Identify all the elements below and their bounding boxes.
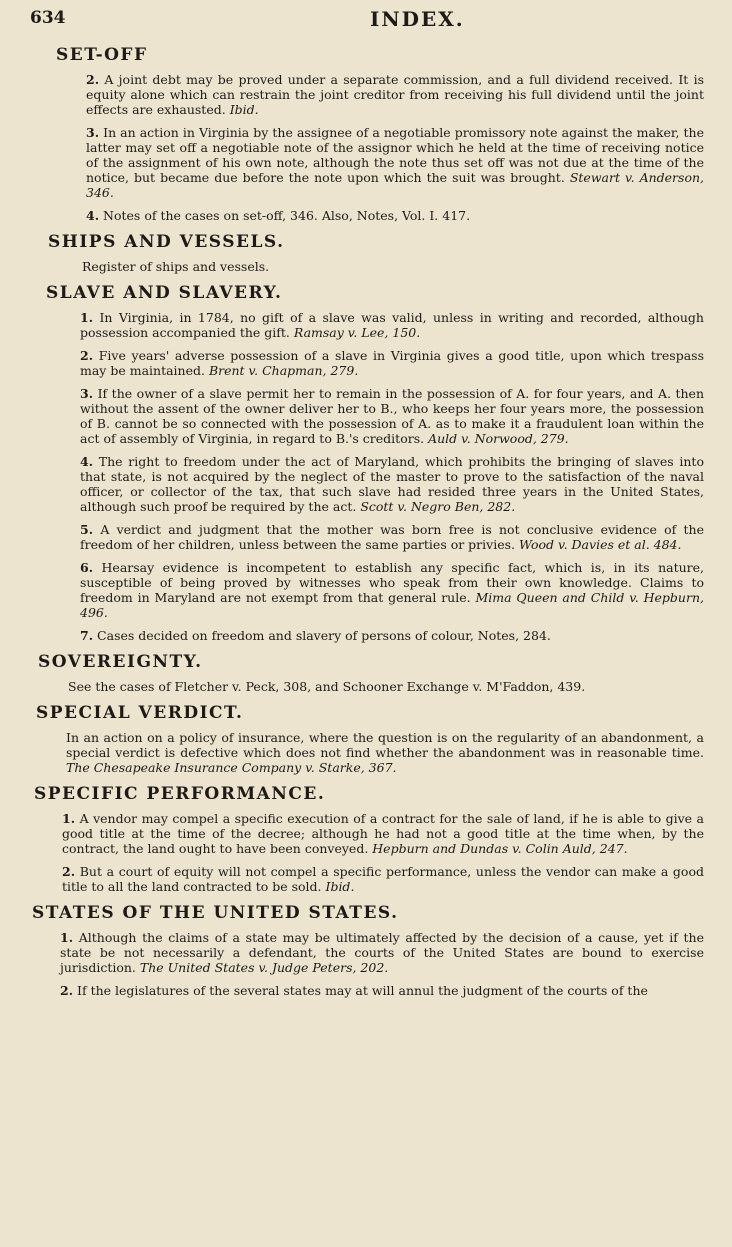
section-heading: SPECIFIC PERFORMANCE. xyxy=(34,784,326,804)
entry-number: 7. xyxy=(80,628,94,643)
index-entry xyxy=(80,386,704,446)
section-sovereignty xyxy=(0,651,732,694)
entry-text: If the legislatures of the several states may at will annul the judgment of the courts of the xyxy=(77,983,648,998)
entry-citation: Wood v. Davies et al. 484. xyxy=(518,537,682,552)
section-heading: SHIPS AND VESSELS. xyxy=(48,232,285,252)
index-content xyxy=(0,38,732,1006)
index-entry xyxy=(80,310,704,340)
index-entry xyxy=(80,560,704,620)
index-entry xyxy=(80,522,704,552)
section-heading: SOVEREIGNTY. xyxy=(38,652,203,672)
index-entry xyxy=(66,730,704,775)
section-set-off xyxy=(0,44,732,223)
entry-citation: Mima Queen and Child v. Hepburn, 496. xyxy=(80,590,704,620)
section-heading: SET-OFF xyxy=(56,45,148,65)
entry-citation: The Chesapeake Insurance Company v. Starke, 367. xyxy=(66,760,397,775)
entry-text: In an action in Virginia by the assignee of a negotiable promissory note against the maker, the latter may set off a negotiable note of the assignor which he held at the time of receiving notice of the assignment of his own note, although the note thus set off was not due at the time of the notice, but became due before the note upon which the suit was brought. xyxy=(86,125,704,185)
section-specific-performance xyxy=(0,783,732,894)
entry-number: 2. xyxy=(62,864,76,879)
entry-text: In an action on a policy of insurance, where the question is on the regularity of an abandonment, a special verdict is defective which does not find whether the abandonment was in reasonable time. xyxy=(66,730,704,760)
entry-text: Cases decided on freedom and slavery of persons of colour, Notes, 284. xyxy=(97,628,551,643)
section-heading: SPECIAL VERDICT. xyxy=(36,703,244,723)
index-entry xyxy=(80,628,704,643)
entry-citation: Ramsay v. Lee, 150. xyxy=(293,325,421,340)
entry-text: Register of ships and vessels. xyxy=(82,259,270,274)
page-title: INDEX. xyxy=(370,7,465,31)
entry-text: In Virginia, in 1784, no gift of a slave was valid, unless in writing and recorded, although possession accompanied the gift. xyxy=(80,310,704,340)
entry-citation: Brent v. Chapman, 279. xyxy=(208,363,359,378)
index-entry xyxy=(86,72,704,117)
index-entry xyxy=(62,864,704,894)
index-entry xyxy=(80,454,704,514)
index-entry xyxy=(60,930,704,975)
entry-number: 2. xyxy=(60,983,74,998)
entry-number: 5. xyxy=(80,522,94,537)
entry-text: A vendor may compel a specific execution of a contract for the sale of land, if he is able to give a good title at the time of the decree; although he had not a good title at the time when, by the contract, the land ought to have been conveyed. xyxy=(62,811,704,856)
entry-text: Notes of the cases on set-off, 346. Also, Notes, Vol. I. 417. xyxy=(103,208,471,223)
entry-text: But a court of equity will not compel a specific performance, unless the vendor can make a good title to all the land contracted to be sold. xyxy=(62,864,704,894)
entry-citation: Hepburn and Dundas v. Colin Auld, 247. xyxy=(372,841,628,856)
index-entry xyxy=(80,348,704,378)
page-number: 634 xyxy=(30,8,66,28)
section-heading: SLAVE AND SLAVERY. xyxy=(46,283,283,303)
entry-number: 1. xyxy=(62,811,76,826)
entry-text: The right to freedom under the act of Maryland, which prohibits the bringing of slaves into that state, is not acquired by the neglect of the master to prove to the satisfaction of the naval officer, or collector of the tax, that such slave had resided three years in the United States, although such proof be required by the act. xyxy=(80,454,704,514)
index-entry xyxy=(62,811,704,856)
entry-citation: The United States v. Judge Peters, 202. xyxy=(139,960,389,975)
section-slave-and-slavery xyxy=(0,282,732,643)
entry-citation: Stewart v. Anderson, 346. xyxy=(86,170,704,200)
entry-text: See the cases of Fletcher v. Peck, 308, and Schooner Exchange v. M'Faddon, 439. xyxy=(68,679,586,694)
entry-citation: Auld v. Norwood, 279. xyxy=(428,431,569,446)
entry-number: 2. xyxy=(80,348,94,363)
index-entry xyxy=(86,125,704,200)
entry-number: 4. xyxy=(80,454,94,469)
entry-number: 3. xyxy=(80,386,94,401)
entry-number: 6. xyxy=(80,560,94,575)
entry-text: Although the claims of a state may be ultimately affected by the decision of a cause, yet if the state be not necessarily a defendant, the courts of the United States are bound to exercise jurisdiction. xyxy=(60,930,704,975)
entry-text: A verdict and judgment that the mother was born free is not conclusive evidence of the freedom of her children, unless between the same parties or privies. xyxy=(80,522,704,552)
entry-text: Hearsay evidence is incompetent to establish any specific fact, which is, in its nature, susceptible of being proved by witnesses who speak from their own knowledge. Claims to freedom in Maryland are not exempt from that general rule. xyxy=(80,560,704,605)
entry-citation: Scott v. Negro Ben, 282. xyxy=(360,499,516,514)
section-special-verdict xyxy=(0,702,732,775)
entry-citation: Ibid. xyxy=(229,102,259,117)
section-ships-and-vessels xyxy=(0,231,732,274)
entry-number: 4. xyxy=(86,208,100,223)
entry-number: 3. xyxy=(86,125,100,140)
entry-text: A joint debt may be proved under a separate commission, and a full dividend received. It is equity alone which can restrain the joint creditor from receiving his full dividend until the joint effects are exhausted. xyxy=(86,72,704,117)
index-entry xyxy=(60,983,704,998)
entry-text: If the owner of a slave permit her to remain in the possession of A. for four years, and A. then without the assent of the owner deliver her to B., who keeps her four years more, the possession of B. cannot be so connected with the possession of A. as to make it a fraudulent loan within the act of assembly of Virginia, in regard to B.'s creditors. xyxy=(80,386,704,446)
entry-number: 2. xyxy=(86,72,100,87)
index-entry xyxy=(68,679,704,694)
entry-number: 1. xyxy=(60,930,74,945)
index-entry xyxy=(86,208,704,223)
entry-citation: Ibid. xyxy=(325,879,355,894)
section-states-of-the-united-states xyxy=(0,902,732,998)
entry-number: 1. xyxy=(80,310,94,325)
entry-text: Five years' adverse possession of a slave in Virginia gives a good title, upon which trespass may be maintained. xyxy=(80,348,704,378)
page-header xyxy=(30,8,704,34)
index-entry xyxy=(82,259,704,274)
section-heading: STATES OF THE UNITED STATES. xyxy=(32,903,399,923)
